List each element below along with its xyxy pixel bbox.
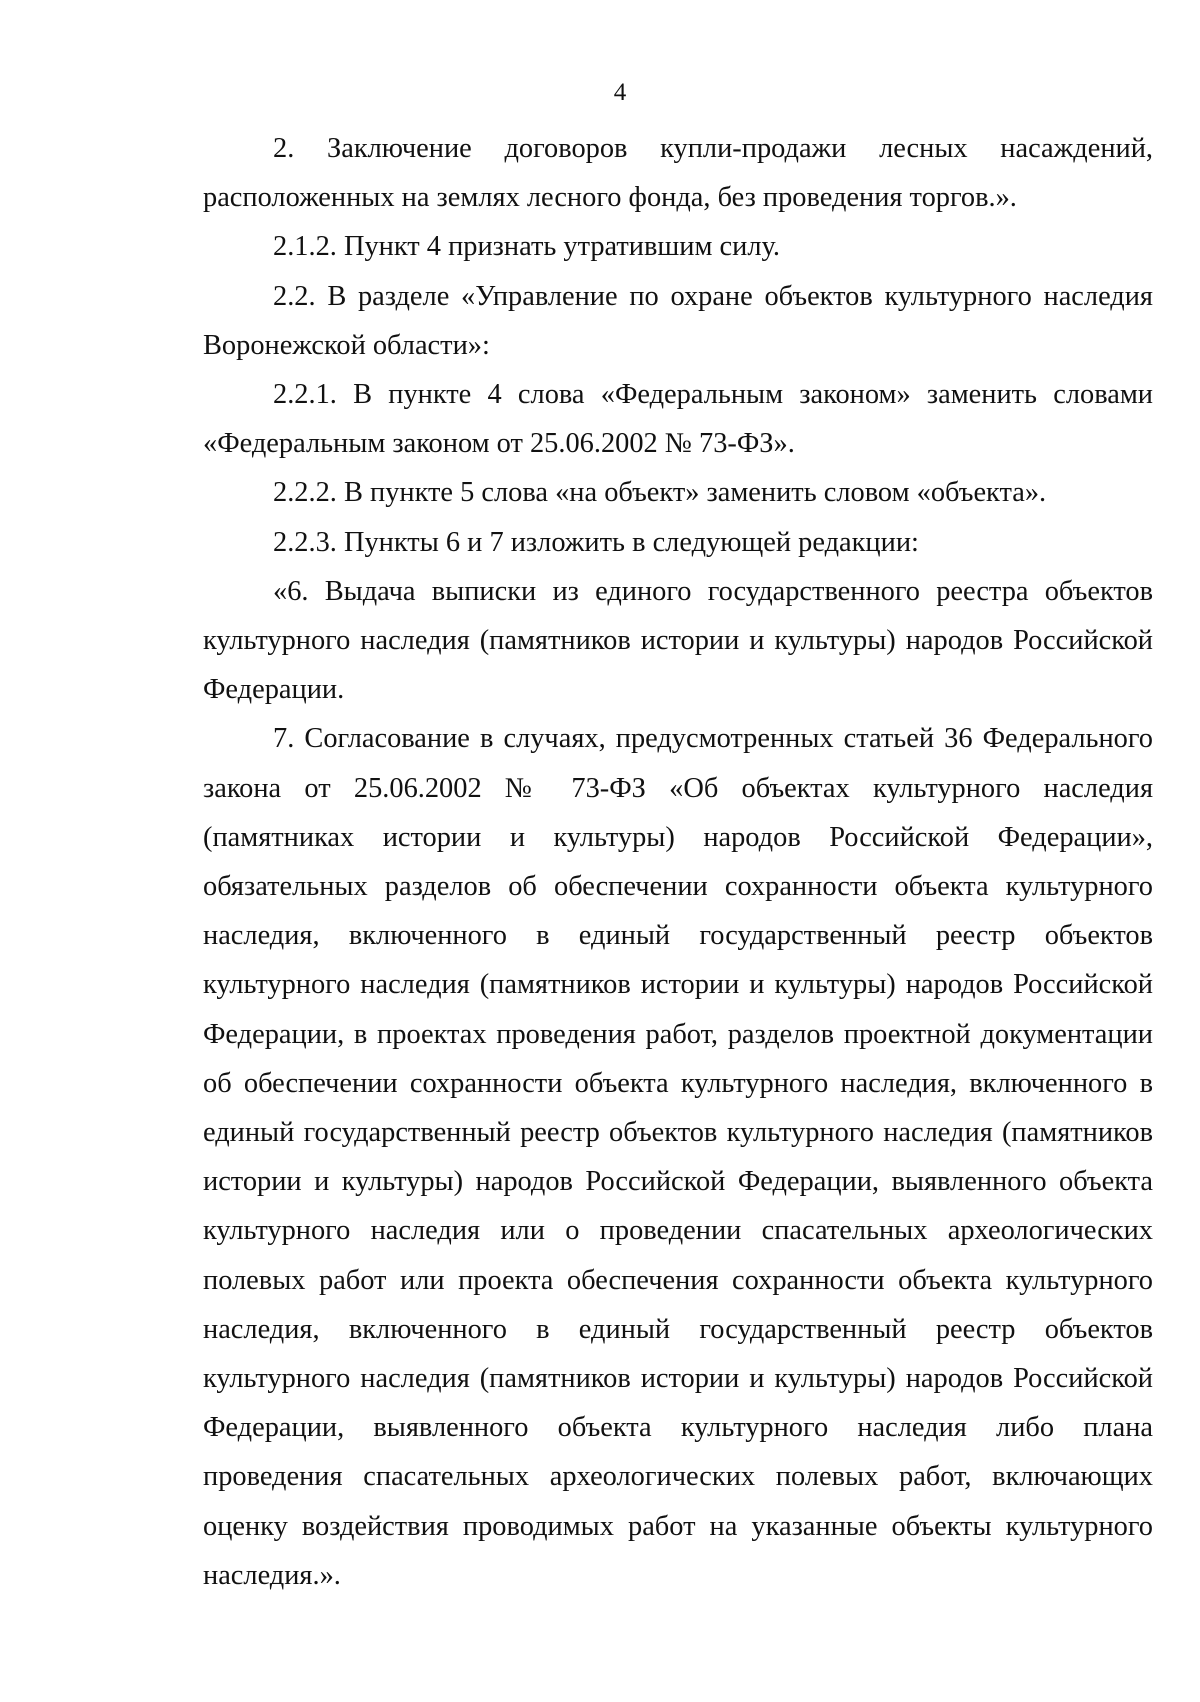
paragraph-item-7: 7. Согласование в случаях, предусмотренных статьей 36 Федерального закона от 25.06.2002 № 73-ФЗ «Об объектах культурного наследия (памятниках истории и культуры) народов Российской Федерации», обязательных разделов об обеспечении сохранности объекта культурного наследия, включенного в единый государственный реестр объектов культурного наследия (памятников истории и культуры) народов Российской Федерации, в проектах проведения работ, разделов проектной документации об обеспечении сохранности объекта культурного наследия, включенного в единый государственный реестр объектов культурного наследия (памятников истории и культуры) народов Российской Федерации, выявленного объекта культурного наследия или о проведении спасательных археологических полевых работ или проекта обеспечения сохранности объекта культурного наследия, включенного в единый государственный реестр объектов культурного наследия (памятников истории и культуры) народов Российской Федерации, выявленного объекта культурного наследия либо плана проведения спасательных археологических полевых работ, включающих оценку воздействия проводимых работ на указанные объекты культурного наследия.».: [203, 723, 1153, 1591]
page-number: 4: [613, 79, 627, 106]
paragraph-2-2-3: 2.2.3. Пункты 6 и 7 изложить в следующей редакции:: [273, 526, 919, 558]
paragraph-2-2-1: 2.2.1. В пункте 4 слова «Федеральным законом» заменить словами «Федеральным законом от 25.06.2002 № 73-ФЗ».: [203, 379, 1153, 460]
paragraph-2-2: 2.2. В разделе «Управление по охране объектов культурного наследия Воронежской области»:: [203, 280, 1153, 361]
paragraph-item-2: 2. Заключение договоров купли-продажи лесных насаждений, расположенных на землях лесного фонда, без проведения торгов.».: [203, 133, 1153, 214]
document-body: [203, 124, 1153, 1600]
paragraph-2-1-2: 2.1.2. Пункт 4 признать утратившим силу.: [273, 231, 780, 263]
paragraph-item-6: «6. Выдача выписки из единого государственного реестра объектов культурного наследия (памятников истории и культуры) народов Российской Федерации.: [203, 575, 1153, 706]
paragraph-2-2-2: 2.2.2. В пункте 5 слова «на объект» заменить словом «объекта».: [273, 477, 1047, 509]
